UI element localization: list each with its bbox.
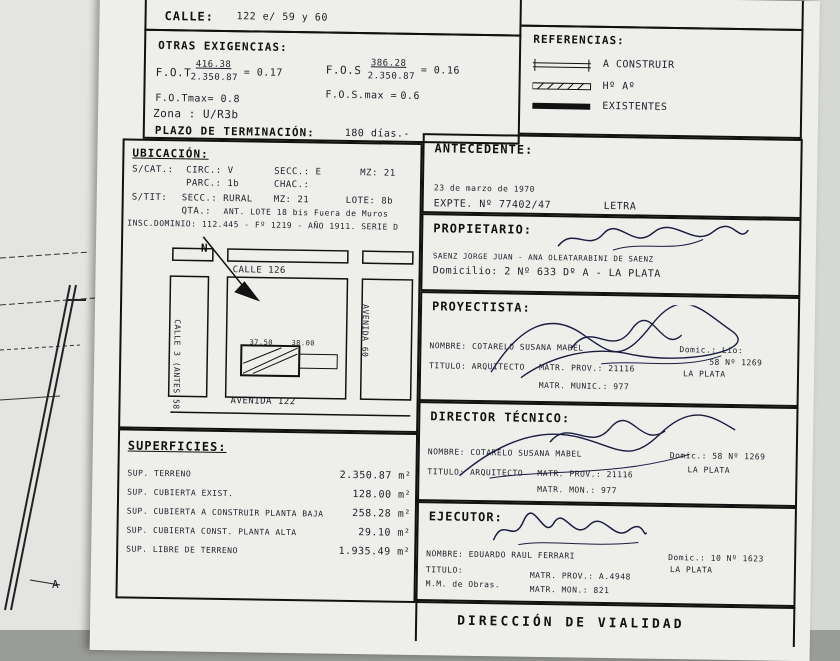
street-avenida-60: AVENIDA 60 xyxy=(360,304,370,357)
antecedente-letra: LETRA xyxy=(604,201,637,213)
chac: CHAC.: xyxy=(274,180,310,191)
parc: PARC.: 1b xyxy=(186,178,239,189)
proyectista-title: PROYECTISTA: xyxy=(432,299,531,315)
fot-value: = 0.17 xyxy=(244,67,283,79)
propietario-box xyxy=(420,213,801,297)
plazo-value: 180 días.- xyxy=(345,128,410,140)
map-dimension-2: 38.00 xyxy=(291,339,315,347)
ejecutor-title: EJECUTOR: xyxy=(429,509,503,524)
footer-box xyxy=(415,601,796,647)
mz: MZ: 21 xyxy=(360,168,396,179)
sup-row-value: 2.350.87 m² xyxy=(340,470,412,482)
otras-exigencias-box xyxy=(143,29,522,145)
superficies-row xyxy=(126,542,414,566)
fos-label: F.O.S xyxy=(326,64,362,78)
ubicacion-title: UBICACIÓN: xyxy=(132,147,208,161)
zona: Zona : U/R3b xyxy=(153,107,239,121)
ant-lote: ANT. LOTE 18 bis Fuera de Muros xyxy=(223,207,388,219)
ejecutor-ciudad: LA PLATA xyxy=(670,565,713,575)
ejecutor-box xyxy=(415,501,797,607)
fot-label: F.O.T xyxy=(156,66,192,80)
ejecutor-nombre: NOMBRE: EDUARDO RAUL FERRARI xyxy=(426,549,575,560)
propietario-signature xyxy=(553,221,754,258)
street-avenida-122: AVENIDA 122 xyxy=(230,396,295,407)
director-nombre: NOMBRE: COTARELO SUSANA MABEL xyxy=(428,447,582,458)
secc-rural: SECC.: RURAL xyxy=(182,193,253,204)
stit: S/TIT: xyxy=(132,193,168,204)
qta: QTA.: xyxy=(181,206,211,216)
antecedente-expte: EXPTE. Nº 77402/47 xyxy=(434,198,552,211)
proyectista-titulo: TITULO: ARQUITECTO xyxy=(429,361,525,372)
ejecutor-matr-prov: MATR. PROV.: A.4948 xyxy=(530,571,631,582)
ejecutor-signature xyxy=(488,510,649,553)
antecedente-title: ANTECEDENTE: xyxy=(434,141,533,157)
circ: CIRC.: V xyxy=(186,165,234,176)
antecedente-fecha: 23 de marzo de 1970 xyxy=(434,183,535,194)
sup-row-value: 128.00 m² xyxy=(352,489,411,501)
proyectista-domic-2: 58 Nº 1269 xyxy=(709,358,762,368)
superficies-box xyxy=(115,428,418,603)
ref-hormigon: Hº Aº xyxy=(602,81,635,93)
director-domic: Domic.: 58 Nº 1269 xyxy=(670,451,766,462)
fos-max-label: F.O.S.max = xyxy=(325,90,397,102)
director-titulo: TITULO: ARQUITECTO xyxy=(427,467,523,478)
insc-dominio: INSC.DOMINIO: 112.445 - Fº 1219 - AÑO 1911. SERIE D xyxy=(127,218,398,231)
referencias-box xyxy=(520,25,804,139)
director-matr-prov: MATR. PROV.: 21116 xyxy=(537,469,633,480)
fos-denominator: 2.350.87 xyxy=(368,71,416,82)
director-ciudad: LA PLATA xyxy=(687,465,730,475)
sup-row-value: 1.935.49 m² xyxy=(338,546,410,558)
calle-value: 122 e/ 59 y 60 xyxy=(237,11,328,23)
fot-numerator: 416.38 xyxy=(196,60,232,71)
fos-max-value: 0.6 xyxy=(400,91,420,102)
proyectista-signature xyxy=(481,302,762,386)
sup-row-value: 29.10 m² xyxy=(358,527,410,539)
antecedente-box xyxy=(422,133,803,219)
secc: SECC.: E xyxy=(274,167,322,178)
proyectista-domic: Domic.: Lio: xyxy=(679,345,743,355)
ejecutor-mmo: M.M. de Obras. xyxy=(426,579,501,589)
ref-existentes: EXISTENTES xyxy=(602,101,667,113)
proyectista-matr-prov: MATR. PROV.: 21116 xyxy=(539,363,635,374)
exigencias-title: OTRAS EXIGENCIAS: xyxy=(158,39,288,54)
street-calle-126: CALLE 126 xyxy=(233,265,286,276)
referencias-title: REFERENCIAS: xyxy=(533,33,625,47)
sup-row-label: SUP. LIBRE DE TERRENO xyxy=(126,544,238,555)
director-signature xyxy=(449,406,750,491)
footer-text: DIRECCIÓN DE VIALIDAD xyxy=(457,614,685,633)
proyectista-ciudad: LA PLATA xyxy=(683,369,726,379)
ejecutor-titulo: TITULO: xyxy=(426,565,463,575)
fos-numerator: 386.28 xyxy=(371,58,407,69)
plazo-label: PLAZO DE TERMINACIÓN: xyxy=(155,124,315,140)
fot-denominator: 2.350.87 xyxy=(191,72,239,83)
mz-2: MZ: 21 xyxy=(274,195,310,206)
sup-row-value: 258.28 m² xyxy=(352,508,411,520)
section-marker: A xyxy=(52,578,59,591)
scat: S/CAT.: xyxy=(132,165,174,176)
fot-max: F.O.Tmax= 0.8 xyxy=(155,93,240,105)
document-sheet xyxy=(90,0,820,661)
proyectista-nombre: NOMBRE: COTARELO SUSANA MABEL xyxy=(429,341,583,352)
ubicacion-box xyxy=(118,138,423,433)
proyectista-box xyxy=(419,291,801,407)
superficies-table xyxy=(126,466,415,566)
calle-label: CALLE: xyxy=(164,9,214,24)
director-tecnico-box xyxy=(417,401,799,507)
proyectista-matr-munic: MATR. MUNIC.: 977 xyxy=(539,381,630,391)
fos-value: = 0.16 xyxy=(421,65,460,77)
street-calle-3: CALLE 3 (ANTES 58) xyxy=(171,319,182,415)
propietario-title: PROPIETARIO: xyxy=(433,221,532,237)
propietario-domicilio: Domicilio: 2 Nº 633 Dº A - LA PLATA xyxy=(433,265,661,280)
ejecutor-domic: Domic.: 10 Nº 1623 xyxy=(668,553,764,564)
director-title: DIRECTOR TÉCNICO: xyxy=(430,409,570,425)
director-matr-mon: MATR. MON.: 977 xyxy=(537,485,617,495)
propietario-nombre: SAENZ JORGE JUAN - ANA OLEATARABINI DE SAENZ xyxy=(433,251,654,263)
sup-row-label: SUP. CUBIERTA CONST. PLANTA ALTA xyxy=(126,525,296,537)
sup-row-label: SUP. TERRENO xyxy=(127,468,191,478)
referencias-legend-symbols xyxy=(532,57,595,118)
ejecutor-matr-mon: MATR. MON.: 821 xyxy=(530,585,610,595)
lote: LOTE: 8b xyxy=(346,196,394,207)
sup-row-label: SUP. CUBIERTA A CONSTRUIR PLANTA BAJA xyxy=(127,506,324,518)
map-dimension-1: 37.50 xyxy=(249,338,273,346)
superficies-title: SUPERFICIES: xyxy=(128,438,227,454)
sup-row-label: SUP. CUBIERTA EXIST. xyxy=(127,487,233,498)
ref-a-construir: A CONSTRUIR xyxy=(603,59,675,71)
north-marker: N xyxy=(201,242,209,255)
